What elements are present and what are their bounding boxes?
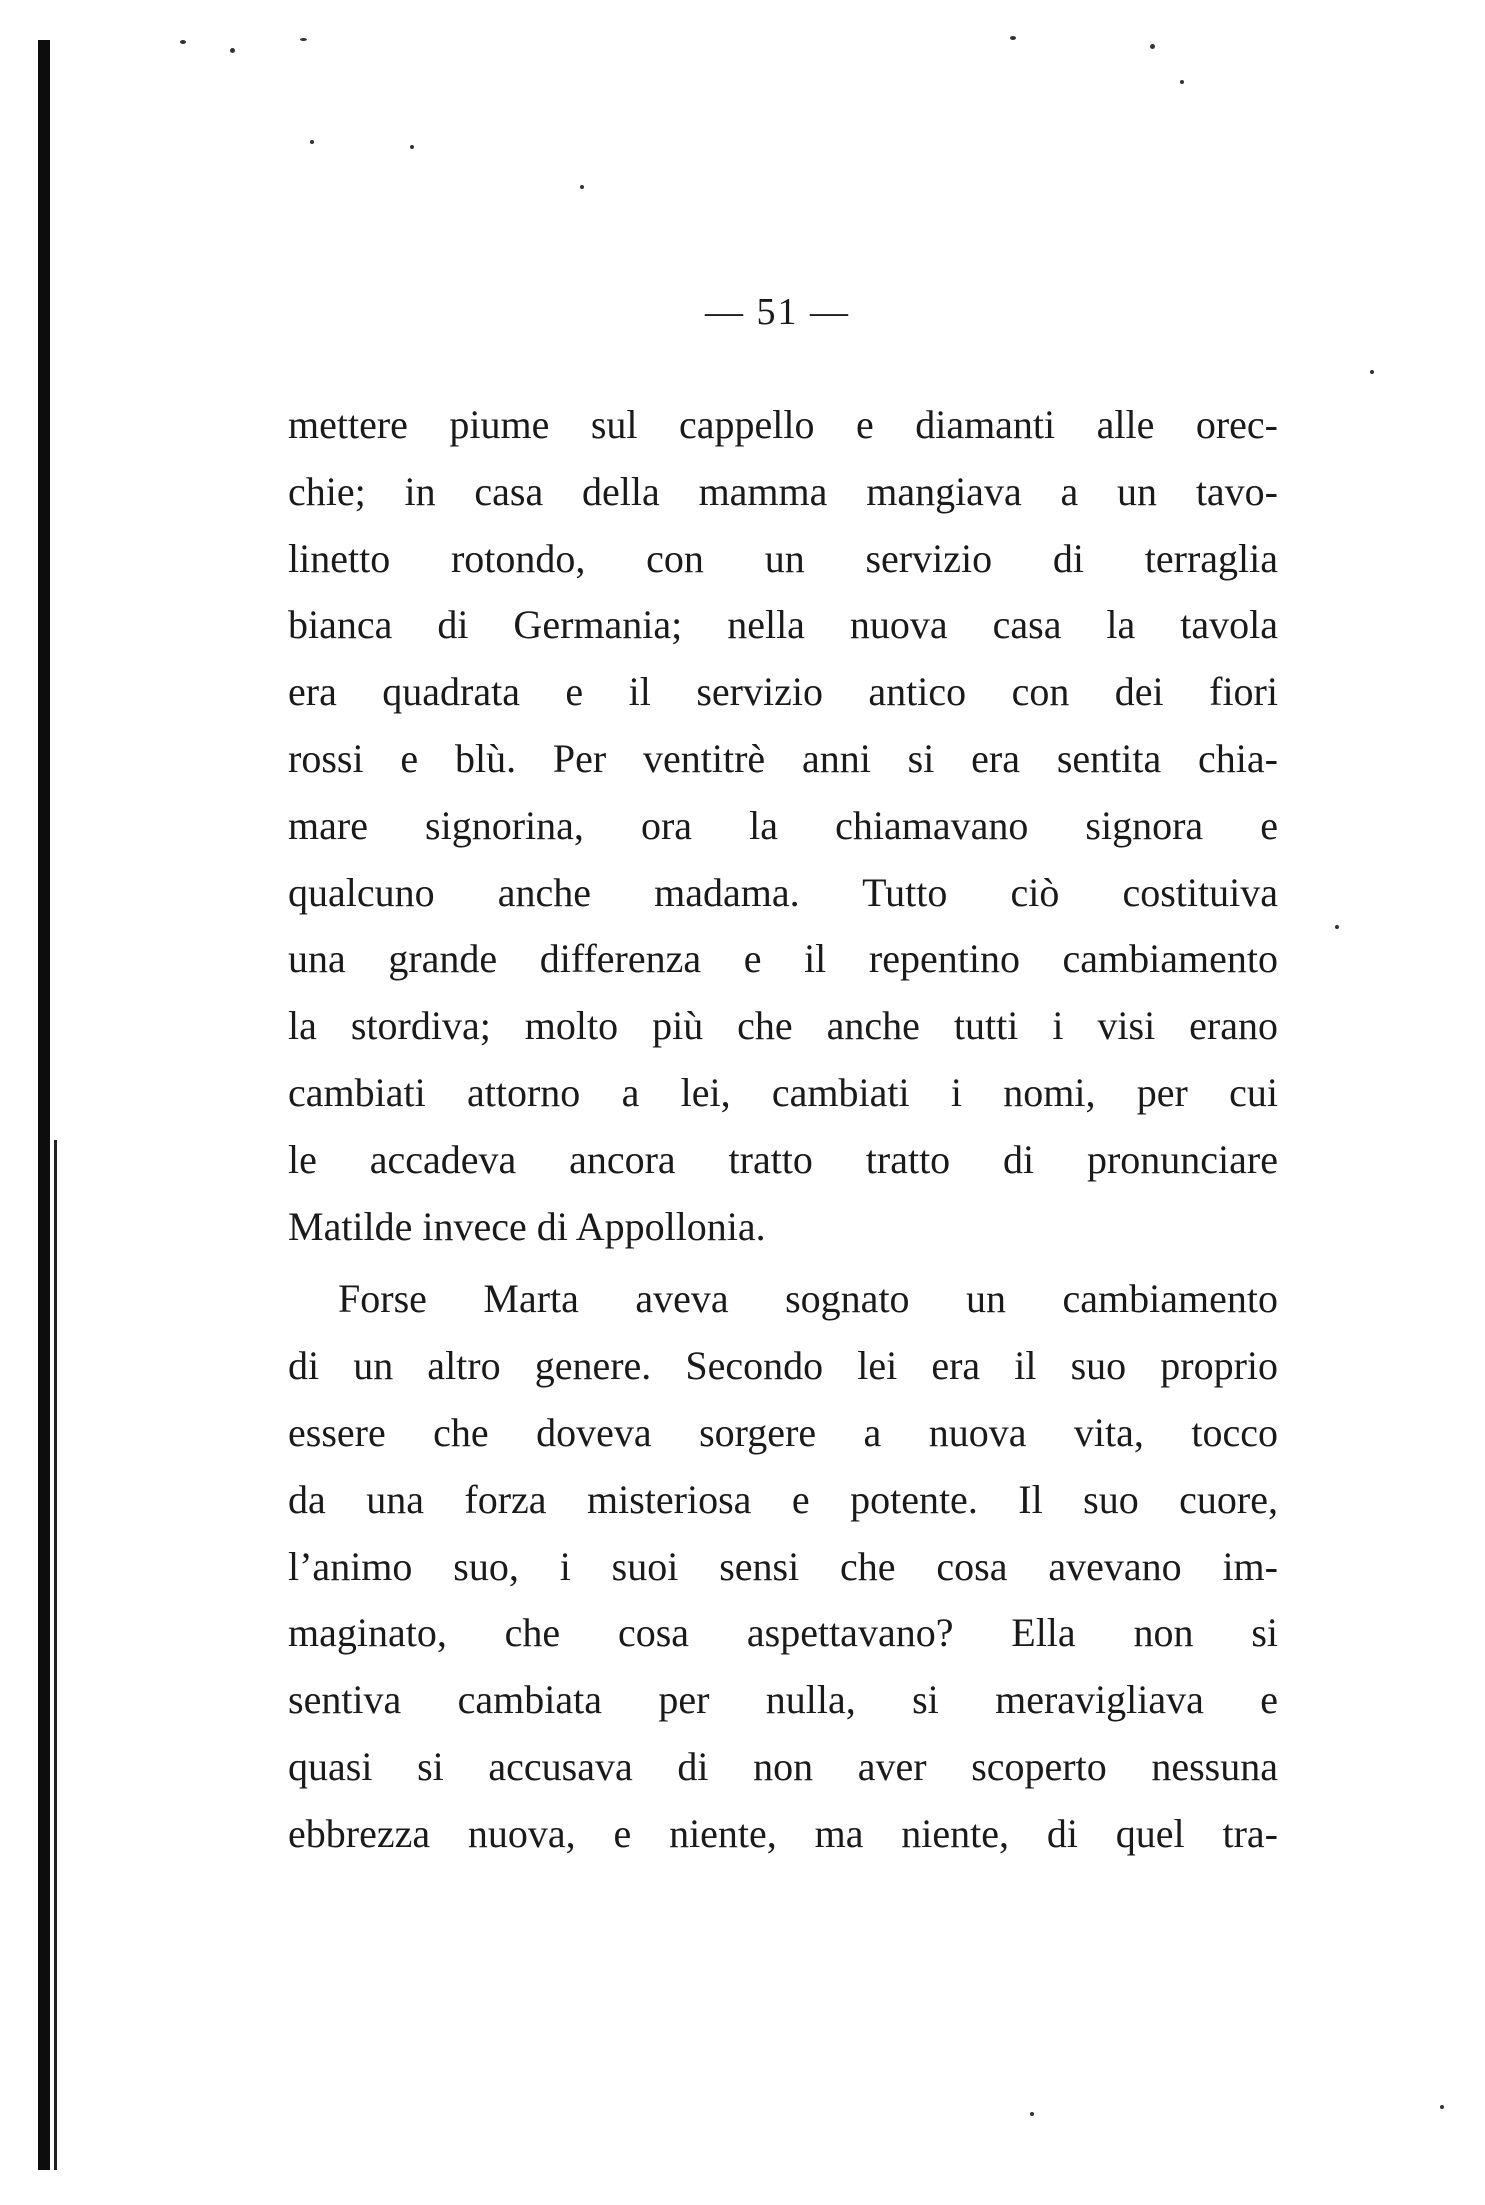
text-line: una grande differenza e il repentino cambiamento <box>288 936 1278 982</box>
text-line: bianca di Germania; nella nuova casa la tavola <box>288 602 1278 648</box>
text-line: maginato, che cosa aspettavano? Ella non si <box>288 1610 1278 1656</box>
scan-speck <box>300 38 307 41</box>
scan-speck <box>410 145 414 149</box>
text-line: di un altro genere. Secondo lei era il suo proprio <box>288 1343 1278 1389</box>
text-line: mettere piume sul cappello e diamanti alle orec- <box>288 402 1278 447</box>
scan-speck <box>1370 370 1374 374</box>
text-line: la stordiva; molto più che anche tutti i visi erano <box>288 1003 1278 1049</box>
text-line: chie; in casa della mamma mangiava a un tavo- <box>288 468 1278 514</box>
text-line: mare signorina, ora la chiamavano signora e <box>288 802 1278 848</box>
text-line: linetto rotondo, con un servizio di terraglia <box>288 535 1278 581</box>
text-line: sentiva cambiata per nulla, si meravigliava e <box>288 1677 1278 1723</box>
scan-speck <box>1150 44 1155 49</box>
paragraph <box>288 392 1278 1260</box>
scan-speck <box>230 48 235 53</box>
text-line: rossi e blù. Per ventitrè anni si era sentita chia- <box>288 735 1278 781</box>
page-number: — 51 — <box>705 291 850 333</box>
text-line: le accadeva ancora tratto tratto di pronunciare <box>288 1136 1278 1182</box>
text-line: quasi si accusava di non aver scoperto nessuna <box>288 1743 1278 1789</box>
scan-speck <box>1030 2112 1034 2116</box>
scan-speck <box>1335 925 1339 929</box>
page-binding-shadow <box>54 1140 57 2170</box>
paragraph <box>288 1266 1278 1867</box>
body-text <box>288 392 1278 1868</box>
scan-speck <box>180 40 186 44</box>
text-line: Forse Marta aveva sognato un cambiamento <box>338 1276 1278 1322</box>
text-line: era quadrata e il servizio antico con dei fiori <box>288 669 1278 715</box>
scan-speck <box>310 140 314 144</box>
scan-speck <box>1010 36 1016 40</box>
text-line: essere che doveva sorgere a nuova vita, tocco <box>288 1409 1278 1455</box>
text-line: cambiati attorno a lei, cambiati i nomi, per cui <box>288 1069 1278 1115</box>
text-line: da una forza misteriosa e potente. Il suo cuore, <box>288 1476 1278 1522</box>
text-line: l’animo suo, i suoi sensi che cosa avevano im- <box>288 1543 1278 1589</box>
text-line: ebbrezza nuova, e niente, ma niente, di quel tra- <box>288 1810 1278 1856</box>
text-line: qualcuno anche madama. Tutto ciò costituiva <box>288 869 1278 915</box>
scan-speck <box>580 185 584 189</box>
scan-speck <box>1440 2105 1444 2109</box>
scan-speck <box>1180 80 1184 84</box>
page-binding-edge <box>38 40 50 2170</box>
text-line: Matilde invece di Appollonia. <box>288 1203 766 1249</box>
